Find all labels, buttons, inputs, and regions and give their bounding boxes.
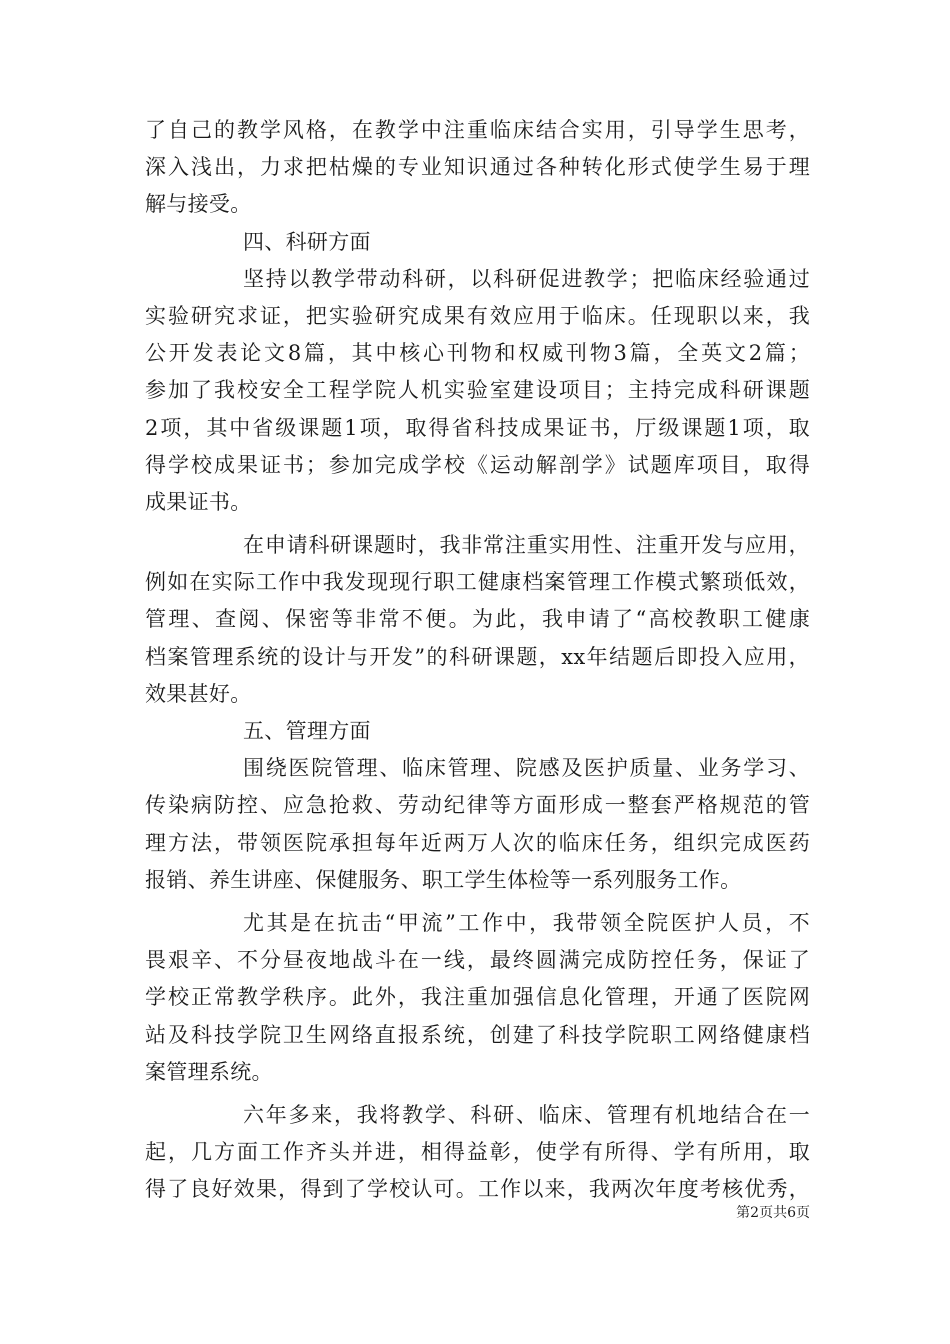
paragraph-line: 六年多来，我将教学、科研、临床、管理有机地结合在一	[243, 1102, 810, 1127]
paragraph-line: 深入浅出，力求把枯燥的专业知识通过各种转化形式使学生易于理	[145, 155, 810, 180]
paragraph-line: 解与接受。	[145, 192, 252, 217]
section-heading: 四、科研方面	[243, 229, 371, 254]
paragraph-line: 得学校成果证书；参加完成学校《运动解剖学》试题库项目，取得	[145, 452, 810, 477]
paragraph-line: 学校正常教学秩序。此外，我注重加强信息化管理，开通了医院网	[145, 985, 810, 1010]
section-heading: 五、管理方面	[243, 719, 371, 743]
paragraph-line: 理方法，带领医院承担每年近两万人次的临床任务，组织完成医药	[145, 830, 810, 855]
document-body	[145, 112, 810, 1208]
paragraph-line: 围绕医院管理、临床管理、院感及医护质量、业务学习、	[243, 756, 810, 781]
paragraph-line: 得了良好效果，得到了学校认可。工作以来，我两次年度考核优秀，	[145, 1177, 810, 1202]
page-number: 第2页共6页	[736, 1205, 810, 1221]
paragraph-line: 在申请科研课题时，我非常注重实用性、注重开发与应用，	[243, 533, 810, 558]
paragraph-line: 档案管理系统的设计与开发”的科研课题，xx年结题后即投入应用，	[145, 644, 810, 669]
paragraph-line: 传染病防控、应急抢救、劳动纪律等方面形成一整套严格规范的管	[145, 793, 810, 818]
paragraph-line: 效果甚好。	[145, 681, 252, 706]
paragraph-line: 管理、查阅、保密等非常不便。为此，我申请了“高校教职工健康	[145, 607, 810, 632]
paragraph-line: 尤其是在抗击“甲流”工作中，我带领全院医护人员，不	[243, 910, 810, 935]
paragraph-line: 2项，其中省级课题1项，取得省科技成果证书，厅级课题1项，取	[145, 415, 810, 440]
paragraph-line: 畏艰辛、不分昼夜地战斗在一线，最终圆满完成防控任务，保证了	[145, 948, 810, 973]
paragraph-line: 起，几方面工作齐头并进，相得益彰，使学有所得、学有所用，取	[145, 1140, 810, 1165]
paragraph-line: 报销、养生讲座、保健服务、职工学生体检等一系列服务工作。	[145, 867, 742, 892]
paragraph-line: 了自己的教学风格，在教学中注重临床结合实用，引导学生思考，	[145, 118, 810, 142]
paragraph-line: 例如在实际工作中我发现现行职工健康档案管理工作模式繁琐低效，	[145, 570, 810, 595]
paragraph-line: 公开发表论文8篇，其中核心刊物和权威刊物3篇，全英文2篇；	[145, 341, 810, 366]
paragraph-line: 实验研究求证，把实验研究成果有效应用于临床。任现职以来，我	[145, 303, 810, 328]
paragraph-line: 坚持以教学带动科研，以科研促进教学；把临床经验通过	[243, 266, 810, 291]
paragraph-line: 参加了我校安全工程学院人机实验室建设项目；主持完成科研课题	[145, 378, 810, 403]
paragraph-line: 案管理系统。	[145, 1059, 273, 1084]
paragraph-line: 站及科技学院卫生网络直报系统，创建了科技学院职工网络健康档	[145, 1022, 810, 1047]
paragraph-line: 成果证书。	[145, 489, 252, 514]
